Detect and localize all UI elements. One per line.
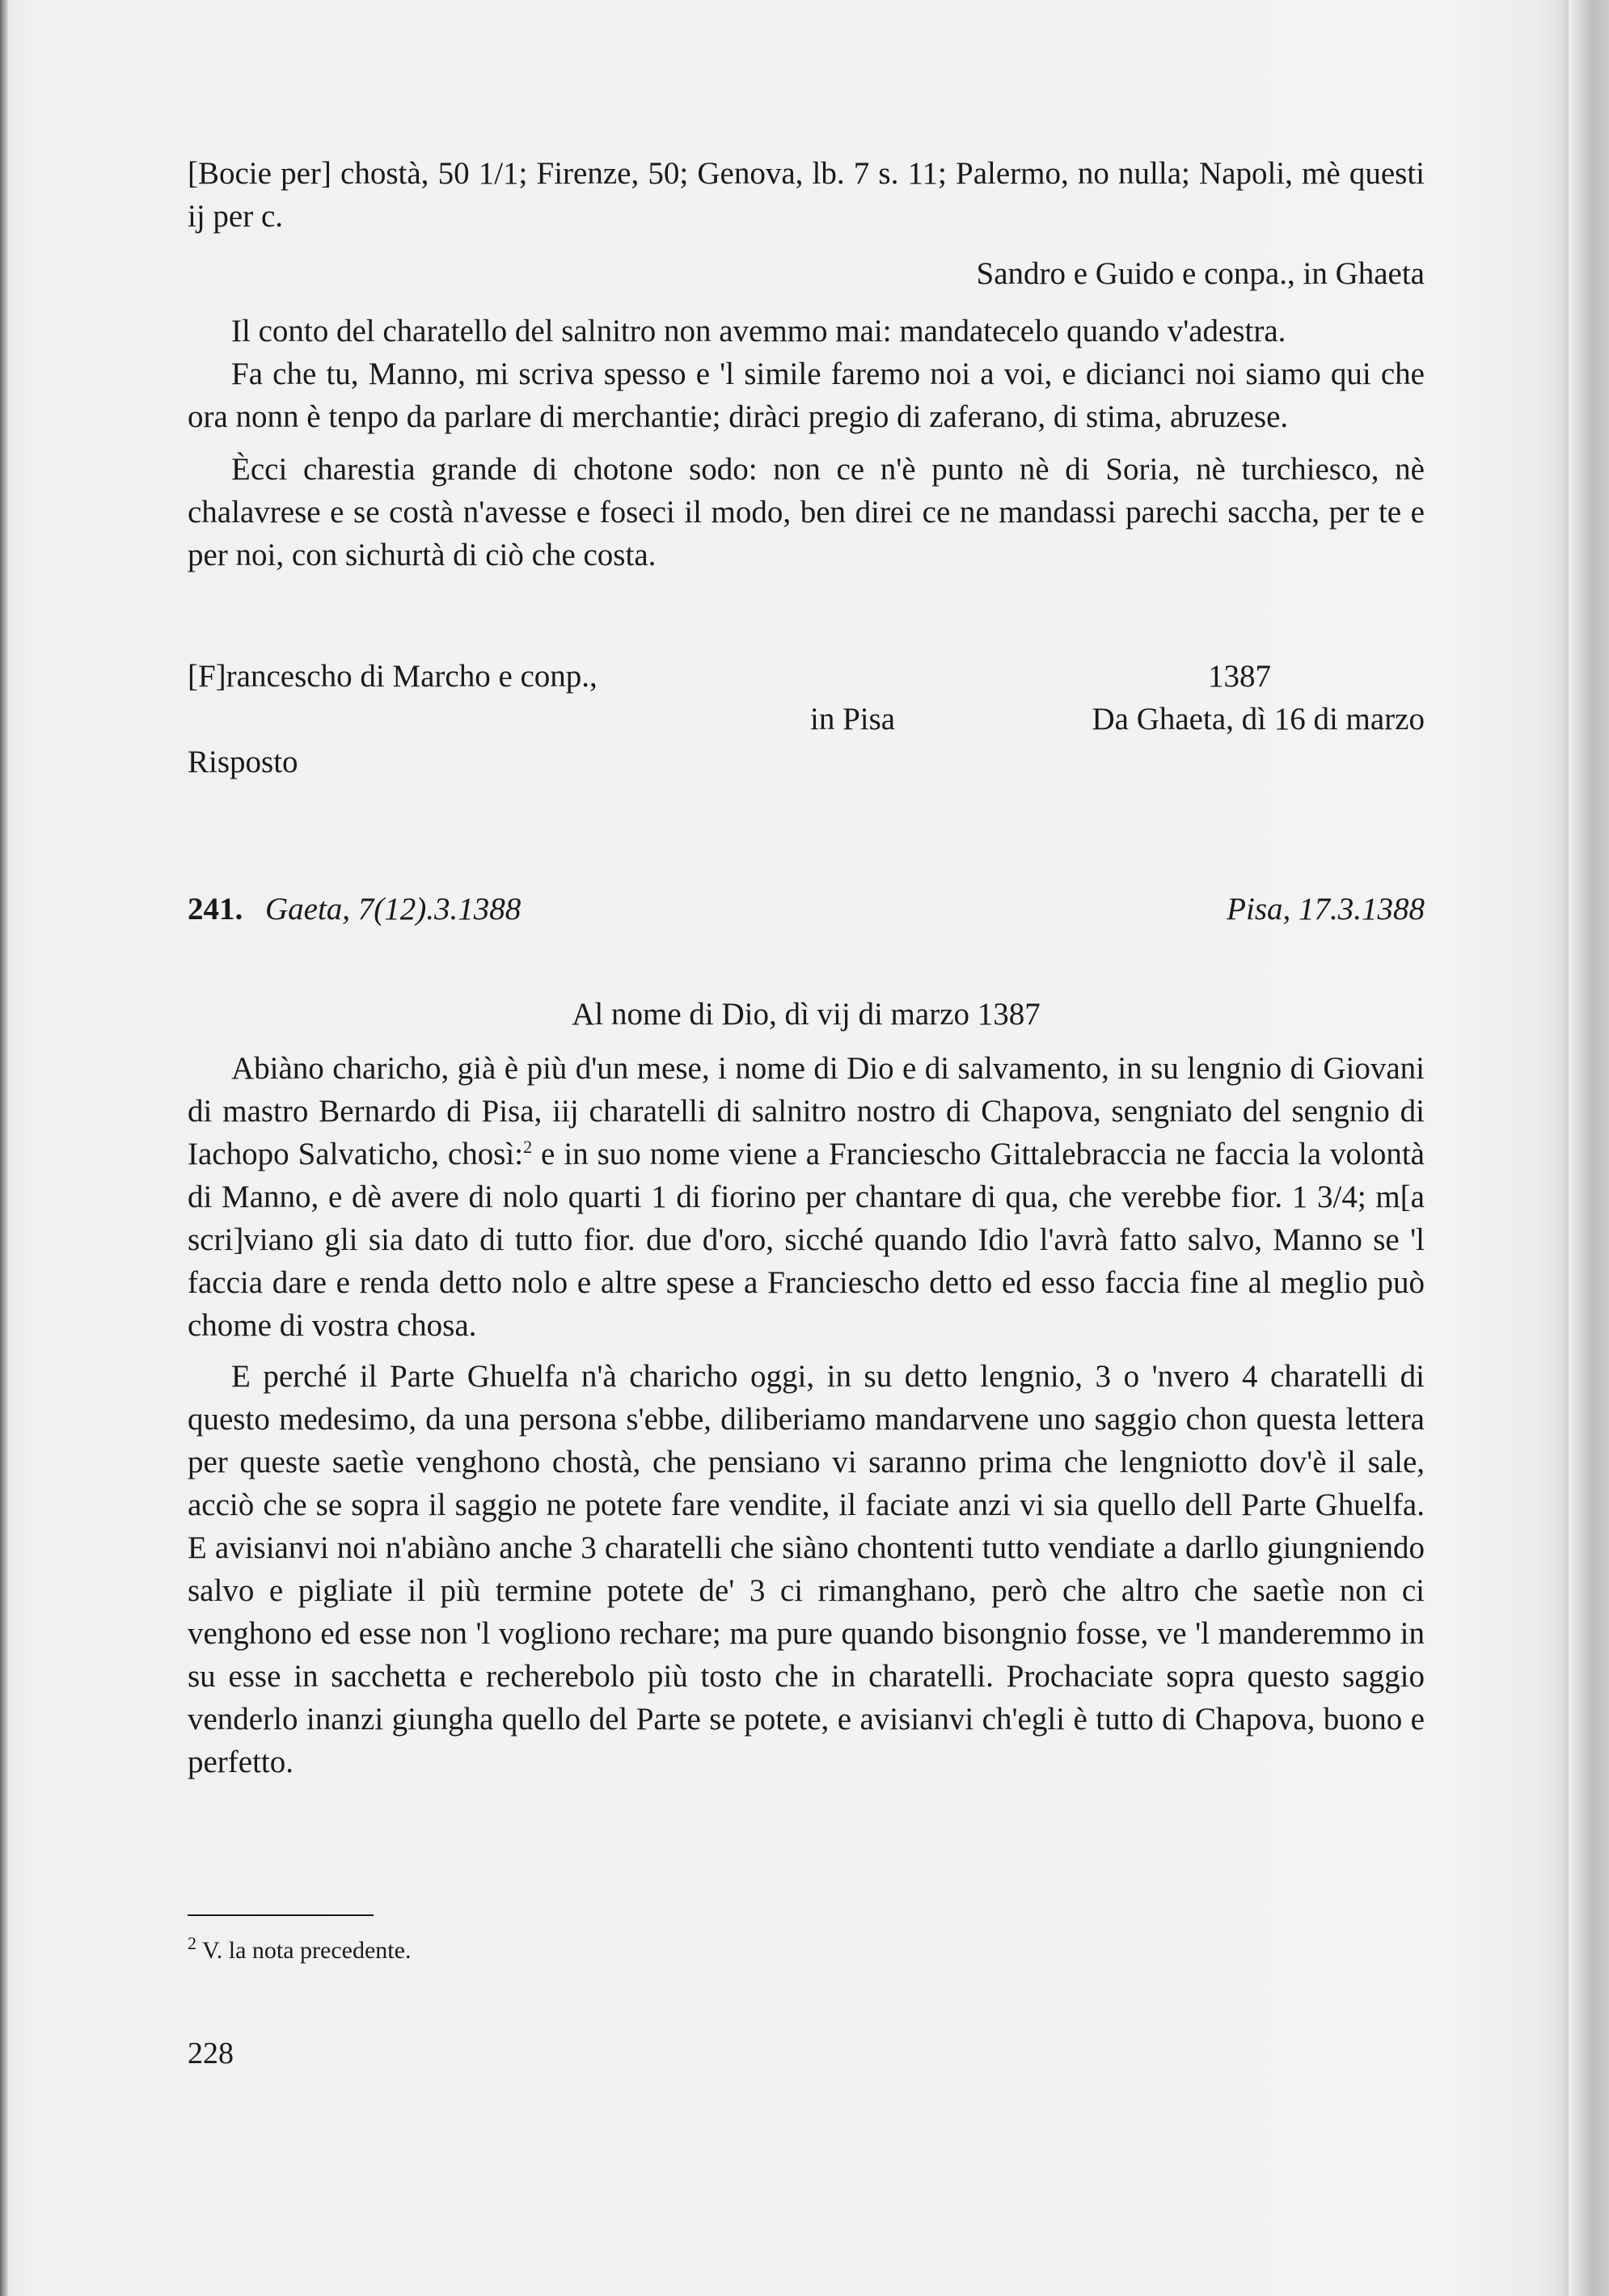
- footnote-reference[interactable]: 2: [523, 1137, 533, 1157]
- page-edge: [1569, 0, 1609, 2296]
- origin-date: Da Ghaeta, dì 16 di marzo: [1092, 702, 1425, 736]
- footnote: [188, 1933, 412, 1965]
- letter-paragraph-2: E perché il Parte Ghuelfa n'à charicho oggi, in su detto lengnio, 3 o 'nvero 4 charatelli di questo medesimo, da una persona s'ebbe, diliberiamo mandarvene uno saggio chon questa lettera per queste saetìe venghono chostà, che pensiano vi saranno prima che lengniotto dov'è il sale, acciò che se sopra il saggio ne potete fare vendite, il faciate anzi vi sia quello dell Parte Ghuelfa. E avisianvi noi n'abiàno anche 3 charatelli che siàno chontenti tutto vendiate a darllo giungniendo salvo e pigliate il più termine potete de' 3 ci rimanghano, però che altro che saetìe non ci venghono ed esse non 'l vogliono rechare; ma pure quando bisongnio fosse, ve 'l manderemmo in su esse in sacchetta e recherebolo più tosto che in charatelli. Prochaciate sopra questo saggio venderlo inanzi giungha quello del Parte se potete, e avisianvi ch'egli è tutto di Chapova, buono e perfetto.: [188, 1359, 1425, 1779]
- page-number: 228: [188, 2036, 234, 2070]
- footnote-text: V. la nota precedente.: [196, 1937, 412, 1964]
- paragraph-1: Il conto del charatello del salnitro non avemmo mai: mandatecelo quando v'adestra.: [231, 314, 1286, 348]
- paragraph-2: Fa che tu, Manno, mi scriva spesso e 'l simile faremo noi a voi, e dicianci noi siamo qui che ora nonn è tenpo da parlare di merchantie; diràci pregio di zaferano, di stima, abruzese.: [188, 357, 1425, 434]
- binding-edge: [0, 0, 8, 2296]
- letter-number: 241.: [188, 892, 243, 926]
- letter-destination: Pisa, 17.3.1388: [1227, 892, 1425, 926]
- intro-paragraph: [Bocie per] chostà, 50 1/1; Firenze, 50; Genova, lb. 7 s. 11; Palermo, no nulla; Napoli, mè questi ij per c.: [188, 156, 1425, 234]
- letter-heading: Al nome di Dio, dì vij di marzo 1387: [572, 997, 1041, 1032]
- signature-line: Sandro e Guido e conpa., in Ghaeta: [976, 256, 1425, 291]
- footnote-mark: 2: [188, 1933, 196, 1953]
- letter-paragraph-1: Abiàno charicho, già è più d'un mese, i nome di Dio e di salvamento, in su lengnio di Giovani di mastro Bernardo di Pisa, iij charatelli di salnitro nostro di Chapova, sengniato del sengnio di Iachopo Salvaticho, chosì:$^2$ e in suo nome viene a Franciescho Gittalebraccia ne faccia la volontà di Manno, e dè avere di nolo quarti 1 di fiorino per chantare di qua, che verebbe fior. 1 3/4; m[a scri]viano gli sia dato di tutto fior. due d'oro, sicché quando Idio l'avrà fatto salvo, Manno se 'l faccia dare e renda detto nolo e altre spese a Franciescho detto ed esso faccia fine al meglio può chome di vostra chosa.: [188, 1051, 1425, 1343]
- letter-origin: Gaeta, 7(12).3.1388: [265, 892, 522, 926]
- reply-note: Risposto: [188, 745, 298, 779]
- recipient: [F]rancescho di Marcho e conp.,: [188, 659, 598, 694]
- address-place: in Pisa: [810, 702, 896, 736]
- top-section: [188, 152, 1425, 576]
- footnote-divider: [188, 1914, 374, 1916]
- address-year: 1387: [1208, 659, 1271, 694]
- letter-header: [188, 888, 1425, 931]
- paragraph-3: Ècci charestia grande di chotone sodo: non ce n'è punto nè di Soria, nè turchiesco, nè chalavrese e se costà n'avesse e foseci il modo, ben direi ce ne mandassi parechi saccha, per te e per noi, con sichurtà di ciò che costa.: [188, 452, 1425, 572]
- letter-body: [188, 993, 1425, 1783]
- address-block: [188, 655, 1425, 783]
